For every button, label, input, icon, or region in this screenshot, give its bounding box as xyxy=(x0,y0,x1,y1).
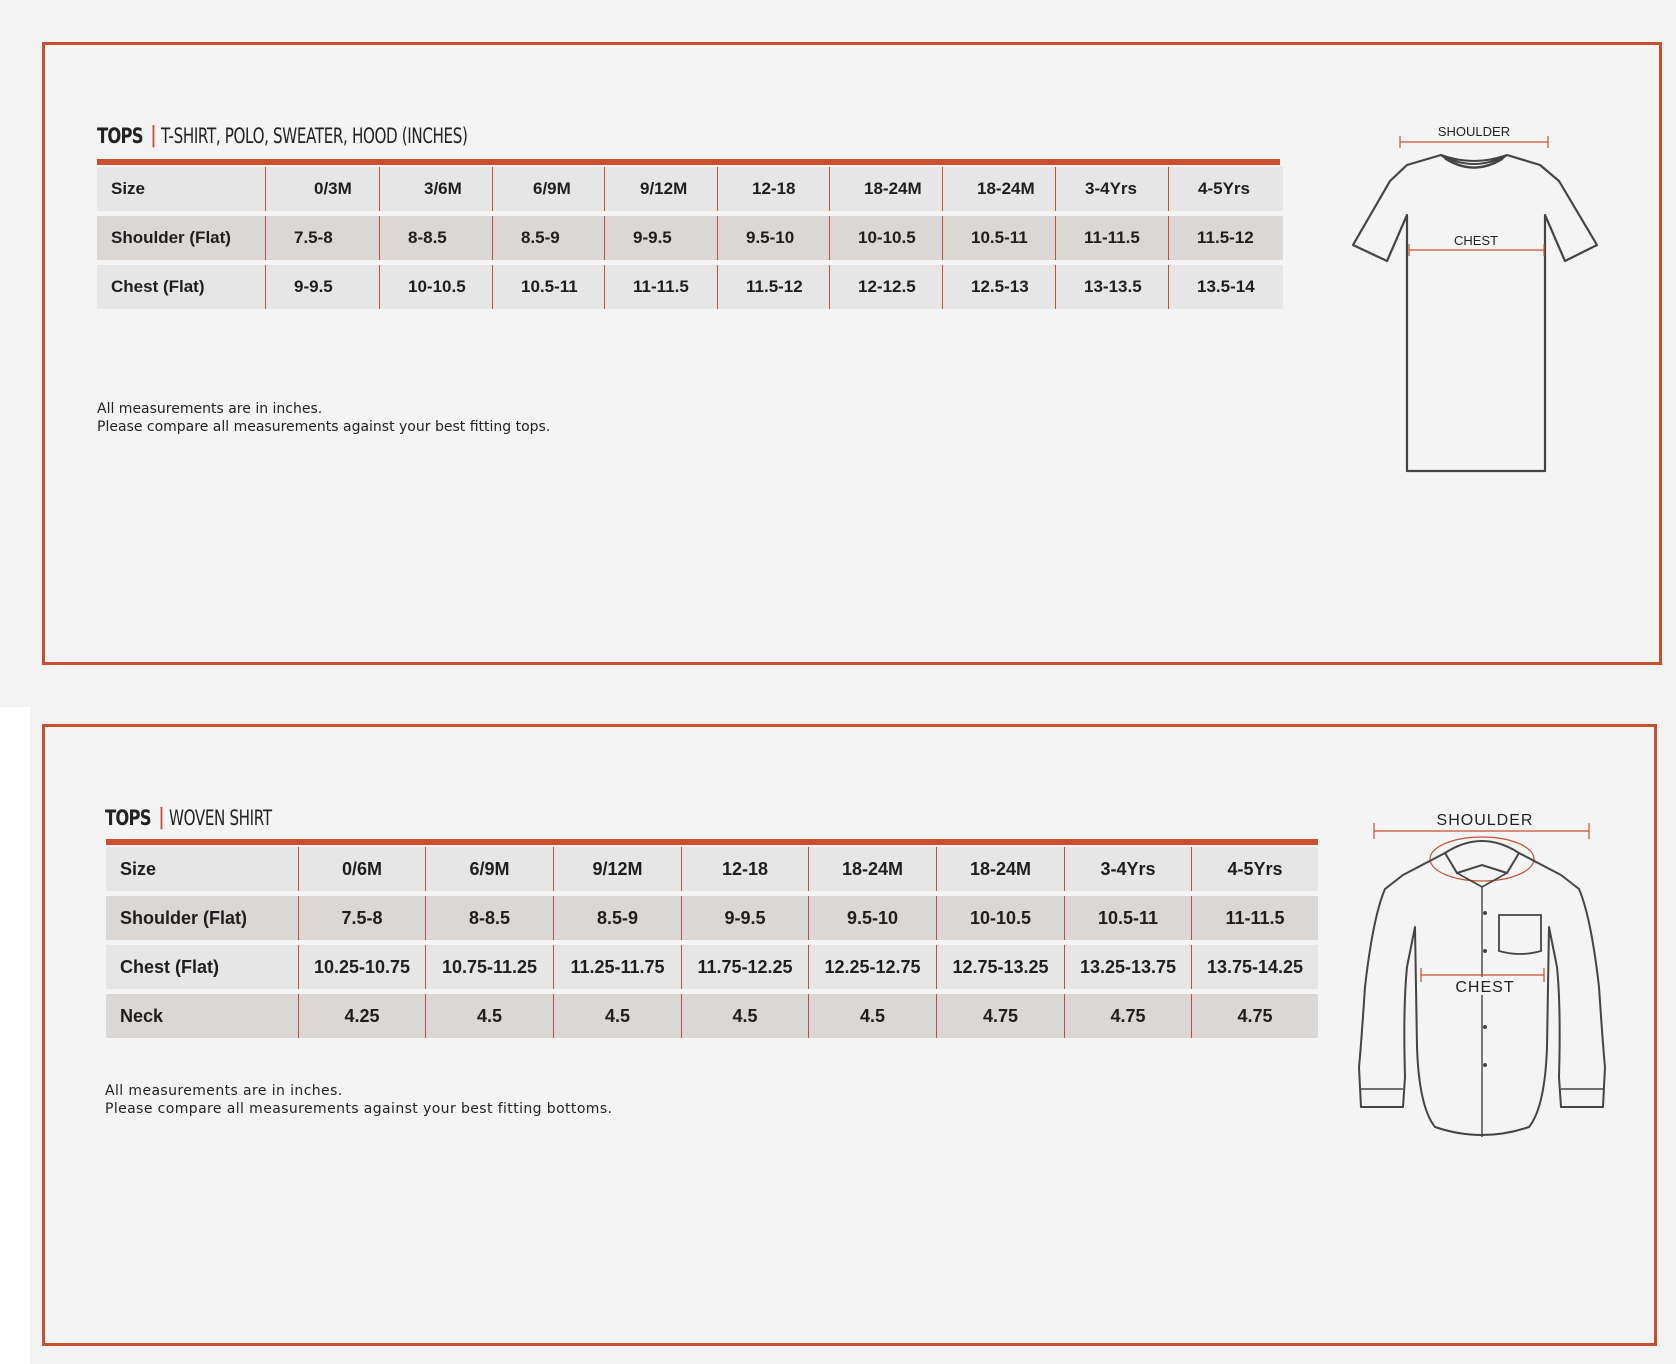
table-cell: 4.75 xyxy=(936,994,1064,1038)
table-cell: 13.5-14 xyxy=(1168,265,1283,309)
tshirt-svg xyxy=(1345,125,1645,475)
table-cell: 10-10.5 xyxy=(829,216,942,260)
table-cell: 4.75 xyxy=(1191,994,1318,1038)
heading-subtitle: WOVEN SHIRT xyxy=(169,806,272,830)
table-cell: 4.5 xyxy=(553,994,681,1038)
size-column-header: 0/6M xyxy=(298,847,425,891)
shirt-button xyxy=(1483,949,1487,953)
table-row-chest xyxy=(97,265,1283,309)
table-cell: 11.5-12 xyxy=(1168,216,1283,260)
size-column-header: 9/12M xyxy=(604,167,717,211)
heading-subtitle: T-SHIRT, POLO, SWEATER, HOOD (INCHES) xyxy=(161,124,468,148)
table-row-chest xyxy=(106,945,1318,989)
note-line: Please compare all measurements against your best fitting tops. xyxy=(97,419,551,435)
size-column-header: 6/9M xyxy=(425,847,553,891)
table-cell: 10.5-11 xyxy=(492,265,604,309)
table-cell: 13.75-14.25 xyxy=(1191,945,1318,989)
tshirt-diagram-icon xyxy=(1345,125,1645,475)
size-column-header: 4-5Yrs xyxy=(1191,847,1318,891)
table-cell: 8-8.5 xyxy=(379,216,492,260)
size-column-header: 9/12M xyxy=(553,847,681,891)
chest-label: CHEST xyxy=(1453,233,1499,248)
heading-separator: | xyxy=(149,123,158,148)
table-cell: 11-11.5 xyxy=(604,265,717,309)
table-cell: 12-12.5 xyxy=(829,265,942,309)
table-cell: 4.5 xyxy=(681,994,808,1038)
shirt-pocket xyxy=(1499,915,1541,954)
size-column-header: 12-18 xyxy=(681,847,808,891)
table-cell: 11-11.5 xyxy=(1055,216,1168,260)
heading-main: TOPS xyxy=(97,124,143,148)
table-cell: 11.75-12.25 xyxy=(681,945,808,989)
table-cell: 9.5-10 xyxy=(808,896,936,940)
row-label: Neck xyxy=(106,994,298,1038)
size-chart-panel-tshirt xyxy=(42,42,1662,665)
table-header-row xyxy=(97,167,1283,211)
table-cell: 12.5-13 xyxy=(942,265,1055,309)
table-cell: 10-10.5 xyxy=(936,896,1064,940)
size-column-header: 6/9M xyxy=(492,167,604,211)
size-column-header: 18-24M xyxy=(808,847,936,891)
chest-label: CHEST xyxy=(1455,979,1515,996)
woven-shirt-svg xyxy=(1345,807,1645,1157)
table-cell: 11.5-12 xyxy=(717,265,829,309)
size-column-header: 3-4Yrs xyxy=(1055,167,1168,211)
table-cell: 9-9.5 xyxy=(681,896,808,940)
table-cell: 10.5-11 xyxy=(942,216,1055,260)
table-cell: 13.25-13.75 xyxy=(1064,945,1191,989)
table-cell: 12.75-13.25 xyxy=(936,945,1064,989)
table-cell: 10.75-11.25 xyxy=(425,945,553,989)
size-column-header: 4-5Yrs xyxy=(1168,167,1283,211)
table-cell: 7.5-8 xyxy=(298,896,425,940)
table-cell: 8-8.5 xyxy=(425,896,553,940)
table-cell: 9-9.5 xyxy=(265,265,379,309)
table-cell: 13-13.5 xyxy=(1055,265,1168,309)
size-column-header: 0/3M xyxy=(265,167,379,211)
table-cell: 4.75 xyxy=(1064,994,1191,1038)
table-cell: 4.25 xyxy=(298,994,425,1038)
size-column-header: 18-24M xyxy=(829,167,942,211)
shoulder-label: SHOULDER xyxy=(1437,125,1511,139)
row-label: Chest (Flat) xyxy=(106,945,298,989)
size-label: Size xyxy=(106,847,298,891)
measurement-notes xyxy=(97,400,550,436)
size-column-header: 3/6M xyxy=(379,167,492,211)
neck-measure-ellipse xyxy=(1430,837,1534,881)
measurement-notes xyxy=(105,1082,612,1118)
shirt-button xyxy=(1483,911,1487,915)
table-cell: 11.25-11.75 xyxy=(553,945,681,989)
size-label: Size xyxy=(97,167,265,211)
size-table xyxy=(106,842,1318,1043)
note-line: Please compare all measurements against your best fitting bottoms. xyxy=(105,1101,613,1117)
table-cell: 8.5-9 xyxy=(553,896,681,940)
row-label: Chest (Flat) xyxy=(97,265,265,309)
table-row-shoulder xyxy=(97,216,1283,260)
table-cell: 4.5 xyxy=(808,994,936,1038)
table-cell: 4.5 xyxy=(425,994,553,1038)
table-cell: 10.25-10.75 xyxy=(298,945,425,989)
note-line: All measurements are in inches. xyxy=(105,1083,343,1099)
table-cell: 11-11.5 xyxy=(1191,896,1318,940)
note-line: All measurements are in inches. xyxy=(97,401,323,417)
table-cell: 10.5-11 xyxy=(1064,896,1191,940)
shirt-button xyxy=(1483,1025,1487,1029)
row-label: Shoulder (Flat) xyxy=(106,896,298,940)
table-cell: 10-10.5 xyxy=(379,265,492,309)
table-cell: 9.5-10 xyxy=(717,216,829,260)
table-cell: 7.5-8 xyxy=(265,216,379,260)
row-label: Shoulder (Flat) xyxy=(97,216,265,260)
tshirt-outline xyxy=(1353,155,1597,471)
woven-shirt-diagram-icon xyxy=(1345,807,1645,1157)
table-cell: 12.25-12.75 xyxy=(808,945,936,989)
size-table xyxy=(97,162,1283,314)
chart-heading xyxy=(97,123,587,148)
shirt-collar xyxy=(1445,841,1519,873)
size-column-header: 18-24M xyxy=(936,847,1064,891)
chart-heading xyxy=(105,805,312,830)
heading-main: TOPS xyxy=(105,806,151,830)
table-cell: 8.5-9 xyxy=(492,216,604,260)
size-column-header: 18-24M xyxy=(942,167,1055,211)
shoulder-label: SHOULDER xyxy=(1436,812,1534,829)
size-column-header: 12-18 xyxy=(717,167,829,211)
heading-separator: | xyxy=(157,805,166,830)
size-chart-panel-woven xyxy=(42,724,1657,1346)
table-row-shoulder xyxy=(106,896,1318,940)
table-cell: 9-9.5 xyxy=(604,216,717,260)
shirt-button xyxy=(1483,1063,1487,1067)
size-column-header: 3-4Yrs xyxy=(1064,847,1191,891)
table-header-row xyxy=(106,847,1318,891)
table-row-neck xyxy=(106,994,1318,1038)
